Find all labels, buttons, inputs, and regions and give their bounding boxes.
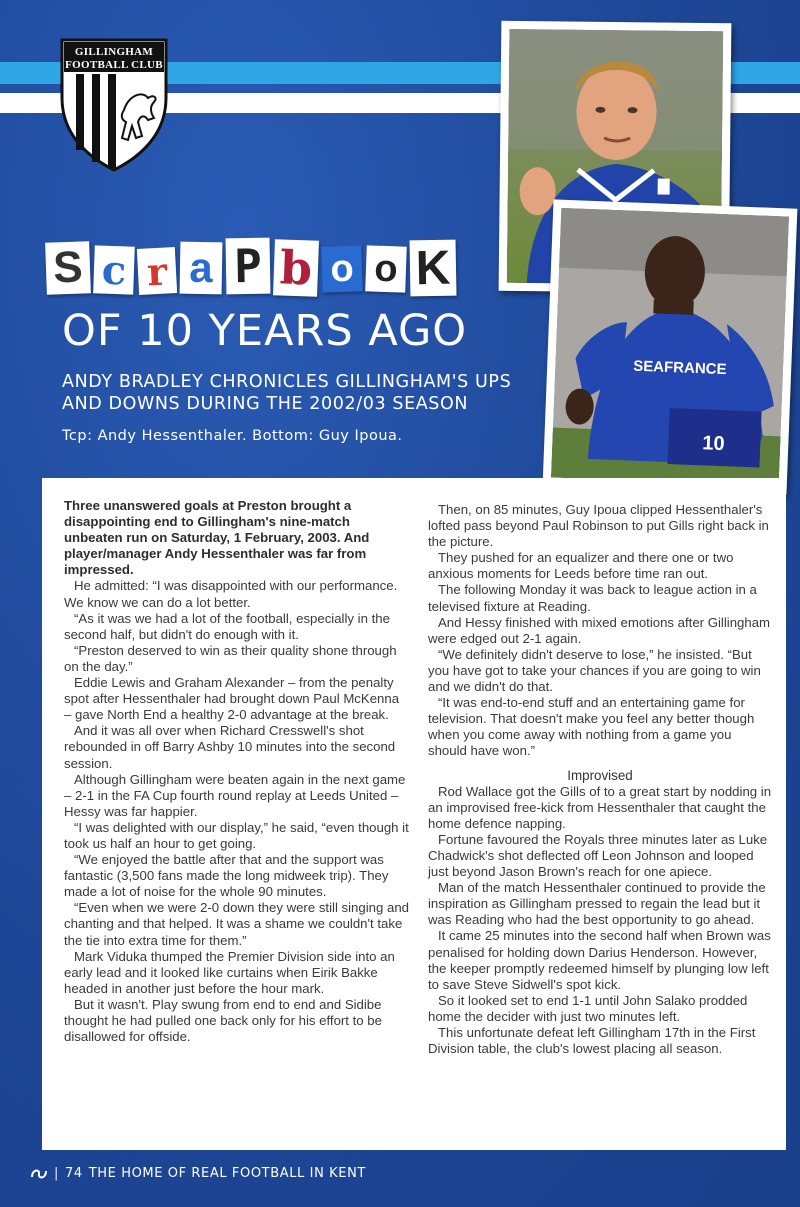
paragraph: The following Monday it was back to league action in a televised fixture at Reading. (428, 582, 757, 614)
scrap-letter-3: r (137, 247, 177, 295)
page-footer (30, 1166, 366, 1181)
photo-guy-ipoua (543, 199, 798, 494)
crest-name-line1: GILLINGHAM (74, 46, 154, 58)
paragraph: It came 25 minutes into the second half when Brown was penalised for holding down Darius Henderson. However, the keeper promptly redeemed himself by plunging low left to save Steve Sidwell's spot kick. (428, 928, 771, 992)
standfirst-line-2: AND DOWNS DURING THE 2002/03 SEASON (62, 394, 469, 414)
paragraph: “As it was we had a lot of the football, especially in the second half, but didn't do enough with it. (64, 610, 390, 642)
paragraph: Rod Wallace got the Gills of to a great start by nodding in an improvised free-kick from Hessenthaler that caught the home defence napping. (428, 783, 772, 831)
paragraph: Man of the match Hessenthaler continued to provide the inspiration as Gillingham pressed to regain the lead but it was Reading who had the best opportunity to go ahead. (428, 880, 766, 928)
paragraph: Then, on 85 minutes, Guy Ipoua clipped Hessenthaler's lofted pass beyond Paul Robinson to put Gills right back in the picture. (428, 502, 769, 550)
article-panel (42, 478, 786, 1150)
standfirst-line-1: ANDY BRADLEY CHRONICLES GILLINGHAM'S UPS (62, 372, 512, 392)
paragraph: “I was delighted with our display,” he said, “even though it took us half an hour to get going. (64, 819, 409, 851)
paragraph: “Even when we were 2-0 down they were still singing and chanting and that helped. It was a shame we couldn't take the tie into extra time for them.” (64, 900, 409, 948)
scrap-letter-4: a (180, 242, 223, 295)
article-column-left (64, 498, 410, 1045)
paragraph: Mark Viduka thumped the Premier Division side into an early lead and it looked like curtains when Eirik Bakke headed in another just before the hour mark. (64, 948, 395, 996)
article-subhead: Improvised (567, 767, 633, 783)
club-crest (58, 36, 170, 172)
paragraph: “It was end-to-end stuff and an entertaining game for television. That doesn't make you feel any better though when you come away with nothing from a game you should have won.” (428, 695, 755, 759)
scrap-letter-7: o (321, 245, 363, 292)
scrapbook-title (46, 232, 466, 302)
page-number: 74 (64, 1166, 83, 1181)
article-lead: Three unanswered goals at Preston brought a disappointing end to Gillingham's nine-match unbeaten run on Saturday, 1 February, 2003. And player/manager Andy Hessenthaler was far from impressed. (64, 498, 370, 578)
paragraph: “We enjoyed the battle after that and the support was fantastic (3,500 fans made the long midweek trip). They made a lot of noise for the whole 90 minutes. (64, 852, 389, 900)
scrap-letter-8: o (365, 245, 407, 292)
paragraph: This unfortunate defeat left Gillingham 17th in the First Division table, the club's lowest placing all season. (428, 1025, 756, 1057)
paragraph: And it was all over when Richard Cresswell's shot rebounded in off Barry Ashby 10 minutes into the second session. (64, 723, 396, 771)
shirt-number: 10 (701, 432, 725, 456)
photo-caption: Tcp: Andy Hessenthaler. Bottom: Guy Ipoua. (62, 428, 403, 444)
page-headline: OF 10 YEARS AGO (62, 306, 468, 356)
paragraph: Fortune favoured the Royals three minutes later as Luke Chadwick's shot deflected off Leon Johnson and looped just beyond Jason Brown's reach for one apiece. (428, 831, 768, 880)
paragraph: Eddie Lewis and Graham Alexander – from the penalty spot after Hessenthaler had brought down Paul McKenna – gave North End a healthy 2-0 advantage at the break. (64, 675, 400, 723)
scrap-letter-9: K (410, 240, 457, 297)
paragraph: “We definitely didn't deserve to lose,” he insisted. “But you have got to take your chances if you are going to win and we didn't do that. (428, 646, 761, 695)
scrap-letter-6: b (273, 239, 319, 297)
paragraph: And Hessy finished with mixed emotions after Gillingham were edged out 2-1 again. (428, 614, 771, 646)
article-column-right (428, 502, 772, 1057)
scrap-letter-1: S (45, 241, 91, 295)
paragraph: But it wasn't. Play swung from end to end and Sidibe thought he had pulled one back only for his effort to be disallowed for offside. (64, 996, 382, 1045)
paragraph: “Preston deserved to win as their quality shone through on the day.” (64, 642, 397, 674)
club-monogram-icon (30, 1167, 48, 1181)
paragraph: Although Gillingham were beaten again in the next game – 2-1 in the FA Cup fourth round replay at Leeds United – Hessy was far happier. (64, 771, 406, 819)
paragraph: So it looked set to end 1-1 until John Salako prodded home the decider with just two minutes left. (428, 992, 748, 1024)
player-photo-bottom (551, 208, 789, 487)
paragraph: They pushed for an equalizer and there one or two anxious moments for Leeds before time ran out. (428, 550, 734, 582)
footer-tagline: THE HOME OF REAL FOOTBALL IN KENT (88, 1166, 366, 1181)
scrap-letter-2: c (93, 245, 135, 294)
scrap-letter-5: P (226, 238, 271, 295)
footer-separator: | (54, 1166, 59, 1181)
paragraph: He admitted: “I was disappointed with our performance. We know we can do a lot better. (64, 578, 398, 610)
shirt-sponsor-text: SEAFRANCE (632, 357, 727, 379)
crest-name-line2: FOOTBALL CLUB (65, 59, 163, 71)
